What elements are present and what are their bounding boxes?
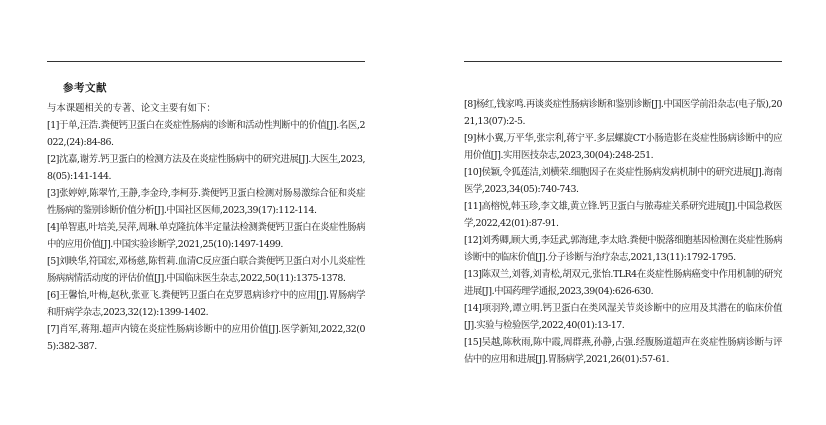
reference-item: [13]陈双兰,刘蓉,刘青松,胡双元,张怡.TLR4在炎症性肠病癌变中作用机制的研究进展[J].中国药理学通报,2023,39(04):626-630. (464, 269, 782, 297)
right-top-rule (464, 61, 782, 62)
reference-item: [9]林小翼,万平华,张宗利,蒋宁平.多层螺旋CT小肠造影在炎症性肠病诊断中的应用价值[J].实用医技杂志,2023,30(04):248-251. (464, 133, 782, 161)
reference-item: [7]肖军,蒋翔.超声内镜在炎症性肠病诊断中的应用价值[J].医学新知,2022,32(05):382-387. (47, 324, 365, 352)
reference-item: [15]吴越,陈秋雨,陈中霞,周群燕,孙静,占强.经腹肠道超声在炎症性肠病诊断与评估中的应用和进展[J].胃肠病学,2021,26(01):57-61. (464, 337, 782, 365)
left-top-rule (47, 61, 365, 62)
reference-item: [11]高榕悦,韩玉珍,李文雄,黄立锋.钙卫蛋白与脓毒症关系研究进展[J].中国急救医学,2022,42(01):87-91. (464, 201, 782, 229)
left-reference-list (47, 117, 365, 355)
reference-item: [1]于单,汪浩.粪便钙卫蛋白在炎症性肠病的诊断和活动性判断中的价值[J].名医,2022,(24):84-86. (47, 120, 365, 148)
reference-item: [5]刘映华,符国宏,邓杨慈,陈哲莉.血清C反应蛋白联合粪便钙卫蛋白对小儿炎症性肠病病情活动度的评估价值[J].中国临床医生杂志,2022,50(11):1375-1378. (47, 256, 365, 284)
intro-text: 与本课题相关的专著、论文主要有如下： (47, 103, 216, 114)
reference-item: [2]沈嘉,谢芳.钙卫蛋白的检测方法及在炎症性肠病中的研究进展[J].大医生,2023,8(05):141-144. (47, 154, 365, 182)
reference-item: [4]单智惠,叶培美,吴萍,周琳.单克隆抗体半定量法检测粪便钙卫蛋白在炎症性肠病中的应用价值[J].中国实验诊断学,2021,25(10):1497-1499. (47, 222, 365, 250)
reference-item: [14]项羽羚,谭立明.钙卫蛋白在类风湿关节炎诊断中的应用及其潜在的临床价值[J].实验与检验医学,2022,40(01):13-17. (464, 303, 782, 331)
reference-item: [3]张婷婷,陈翠竹,王静,李金玲,李柯芬.粪便钙卫蛋白检测对肠易激综合征和炎症性肠病的鉴别诊断价值分析[J].中国社区医师,2023,39(17):112-114. (47, 188, 365, 216)
reference-item: [8]杨红,钱家鸣.再谈炎症性肠病诊断和鉴别诊断[J].中国医学前沿杂志(电子版),2021,13(07):2-5. (464, 99, 782, 127)
reference-item: [10]侯颖,令狐莲洁,刘横荣.细胞因子在炎症性肠病发病机制中的研究进展[J].海南医学,2023,34(05):740-743. (464, 167, 782, 195)
reference-item: [12]刘秀卿,顾大勇,李廷武,郭海建,李太晗.粪便中脱落细胞基因检测在炎症性肠病诊断中的临床价值[J].分子诊断与治疗杂志,2021,13(11):1792-1795. (464, 235, 782, 263)
section-heading: 参考文献 (63, 82, 107, 94)
right-reference-list (464, 96, 782, 368)
reference-item: [6]王馨怡,叶梅,赵秋,张亚飞.粪便钙卫蛋白在克罗恩病诊疗中的应用[J].胃肠病学和肝病学杂志,2023,32(12):1399-1402. (47, 290, 365, 318)
